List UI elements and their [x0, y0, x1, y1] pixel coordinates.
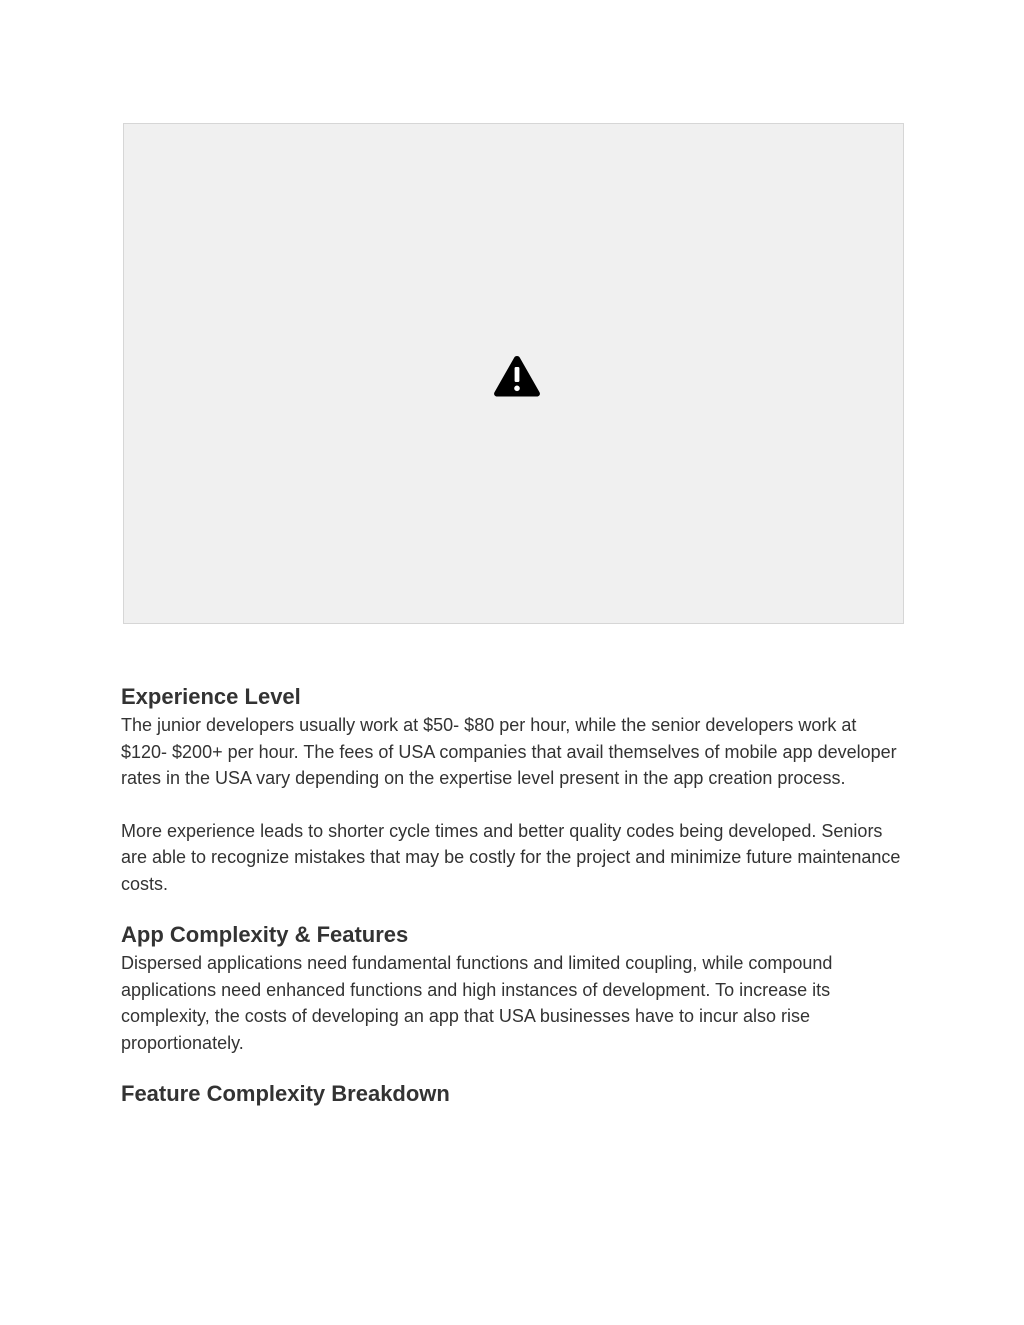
article-content	[121, 682, 906, 1109]
section-heading-app-complexity: App Complexity & Features	[121, 922, 409, 947]
paragraph-app-complexity: Dispersed applications need fundamental functions and limited coupling, while compound applications need enhanced functions and high instances of development. To increase its complexity, the costs of developing an app that USA businesses have to incur also rise proportionately.	[121, 953, 833, 1053]
section-heading-experience-level: Experience Level	[121, 684, 301, 709]
section-heading-feature-complexity: Feature Complexity Breakdown	[121, 1081, 450, 1106]
paragraph-experience-rates: The junior developers usually work at $50- $80 per hour, while the senior developers work at $120- $200+ per hour. The fees of USA companies that avail themselves of mobile app developer rates in the USA vary depending on the expertise level present in the app creation process.	[121, 715, 897, 788]
warning-icon	[493, 354, 541, 398]
broken-image-placeholder	[123, 123, 904, 624]
paragraph-experience-benefits: More experience leads to shorter cycle times and better quality codes being developed. Seniors are able to recognize mistakes that may be costly for the project and minimize future maintenance costs.	[121, 820, 901, 894]
